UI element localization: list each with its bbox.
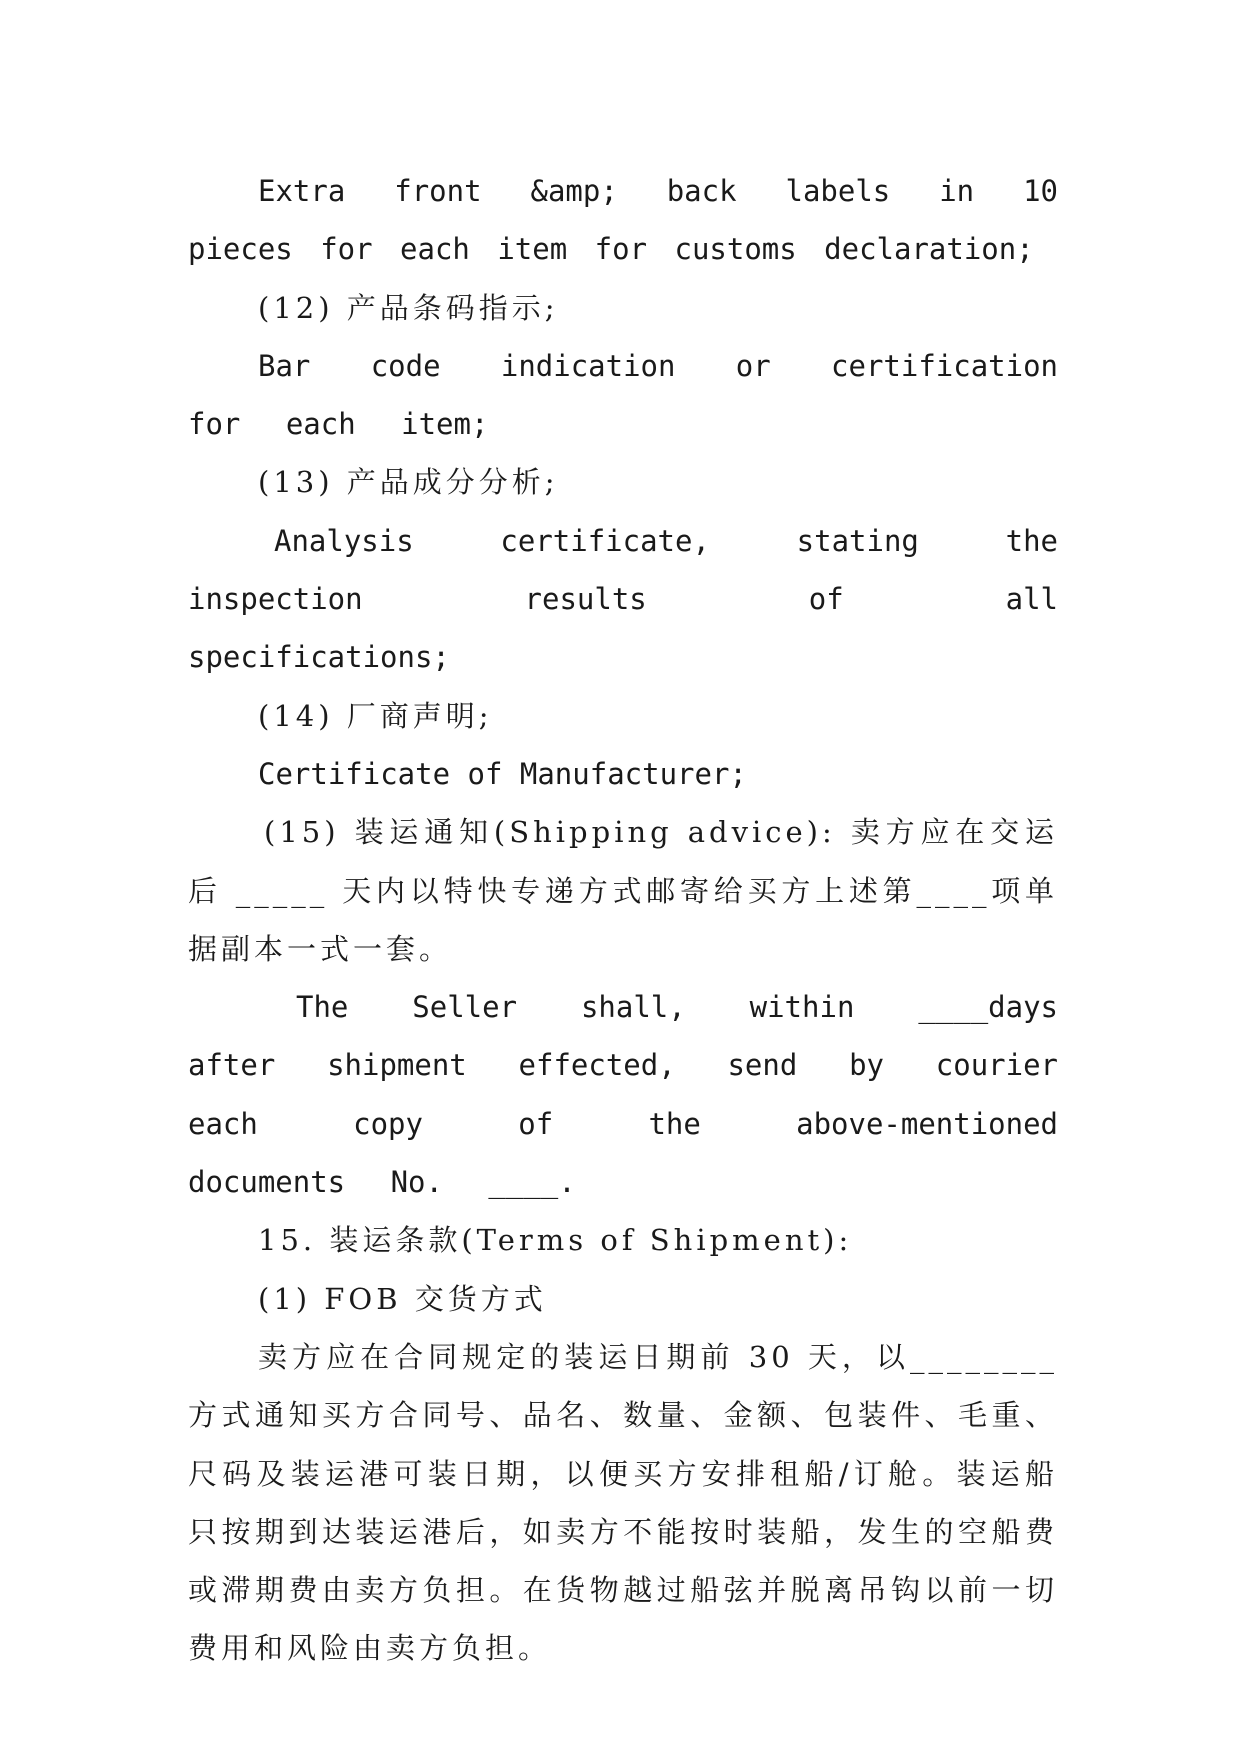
- paragraph-analysis-certificate: Analysis certificate, stating the inspection results of all specifications;: [188, 523, 1120, 675]
- paragraph-certificate-manufacturer: Certificate of Manufacturer;: [258, 756, 747, 791]
- document-body: [188, 162, 1120, 1678]
- paragraph-item-13-heading: (13) 产品成分分析;: [258, 465, 559, 500]
- paragraph-bar-code: Bar code indication or certification for each item;: [188, 348, 1104, 442]
- paragraph-fob-terms: 卖方应在合同规定的装运日期前 30 天，以________方式通知买方合同号、品名、数量、金额、包装件、毛重、尺码及装运港可装日期，以便买方安排租船/订舱。装运船只按期到达装运港后，如卖方不能按时装船，发生的空船费或滞期费由卖方负担。在货物越过船弦并脱离吊钩以前一切费用和风险由卖方负担。: [188, 1339, 1058, 1666]
- paragraph-item-14-heading: (14) 厂商声明;: [258, 698, 493, 733]
- paragraph-extra-labels: Extra front &amp; back labels in 10 pieces for each item for customs declaration;: [188, 174, 1086, 267]
- paragraph-fob-heading: (1) FOB 交货方式: [258, 1281, 547, 1316]
- paragraph-item-15-shipping-advice: (15) 装运通知(Shipping advice): 卖方应在交运后 _____ 天内以特快专递方式邮寄给买方上述第____项单据副本一式一套。: [188, 815, 1058, 966]
- paragraph-item-12-heading: (12) 产品条码指示;: [258, 290, 559, 325]
- paragraph-seller-shall: The Seller shall, within ____days after shipment effected, send by courier each copy of the above-mentioned documents No. ____.: [188, 990, 1104, 1200]
- paragraph-terms-of-shipment-heading: 15. 装运条款(Terms of Shipment):: [258, 1223, 853, 1258]
